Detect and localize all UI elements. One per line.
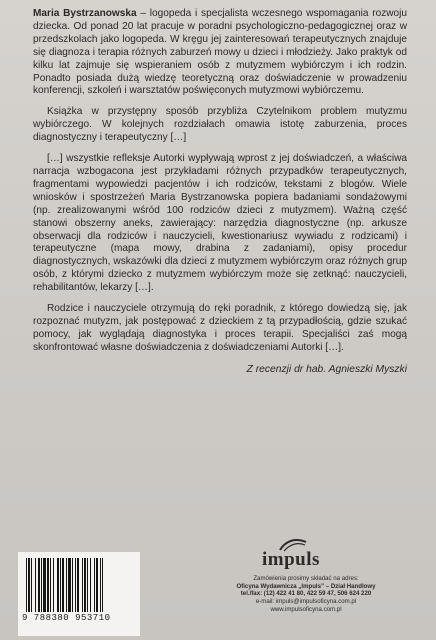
author-bio bbox=[33, 8, 407, 98]
publisher-website: www.impulsoficyna.com.pl bbox=[270, 605, 342, 613]
author-name: Maria Bystrzanowska bbox=[33, 8, 137, 19]
back-cover-text bbox=[33, 8, 407, 377]
publisher-phone: tel./fax: (12) 422 41 80, 422 59 47, 506 624 220 bbox=[240, 590, 372, 598]
author-bio-text: – logopeda i specjalista wczesnego wspomagania rozwoju dziecka. Od ponad 20 lat pracuje w poradni psychologiczno-pedagogicznej oraz w przedszkolach jako logopeda. W kręgu jej zainteresowań terapeutycznych znajduje się diagnoza i terapia różnych zaburzeń mowy u dzieci i młodzieży. Jako praktyk od kilku lat zajmuje się wspieraniem osób z mutyzmem wybiórczym i ich rodzin. Ponadto posiada dużą wiedzę teoretyczną oraz doświadczenie w prowadzeniu konferencji, szkoleń i warsztatów poświęconych mutyzmowi wybiórczemu. bbox=[33, 8, 407, 97]
barcode-digits: 9 788380 953710 bbox=[22, 613, 111, 623]
orders-intro: Zamówienia prosimy składać na adres: bbox=[253, 575, 359, 582]
publisher-logo-text: impuls bbox=[262, 549, 320, 570]
barcode-bars-icon bbox=[24, 558, 134, 614]
isbn-barcode bbox=[18, 552, 140, 636]
review-paragraph-2: […] wszystkie refleksje Autorki wypływają wprost z jej doświadczeń, a właściwa narracja wzbogacona jest przykładami różnych przypadków terapeutycznych, fragmentami wypowiedzi pacjentów i ich rodziców, tekstami z blogów. Wiele wniosków i spostrzeżeń Maria Bystrzanowska popiera badaniami sondażowymi (np. zrealizowanymi wśród 100 rodziców dzieci z mutyzmem). Ważną część stanowi obszerny aneks, zawierający: narzędzia diagnostyczne (np. arkusze obserwacji dla rodziców i nauczycieli, kwestionariusz wywiadu z rodzicami) i terapeutyczne (mapa mowy, drabina z zadaniami), opisy procedur diagnostycznych, wskazówki dla dzieci z mutyzmem wybiórczym oraz różnych grup osób, z którymi dziecko z mutyzmem wybiórczym może się zetknąć: nauczycieli, rehabilitantów, lekarzy […]. bbox=[33, 153, 407, 294]
ordering-info bbox=[216, 575, 396, 614]
publisher-logo bbox=[250, 538, 330, 572]
review-credit: Z recenzji dr hab. Agnieszki Myszki bbox=[246, 363, 407, 375]
review-paragraph-3: Rodzice i nauczyciele otrzymują do ręki poradnik, z którego dowiedzą się, jak rozpoznać mutyzm, jak postępować z dzieckiem z tą przypadłością, gdzie szukać pomocy, jak wyglądają diagnostyka i proces terapii. Specjaliści zaś mogą skonfrontować własne doświadczenia z doświadczeniami Autorki […]. bbox=[33, 303, 407, 353]
review-paragraph-1: Książka w przystępny sposób przybliża Czytelnikom problem mutyzmu wybiórczego. W kolejnych rozdziałach omawia istotę zaburzenia, proces diagnostyczny i terapeutyczny […] bbox=[33, 106, 407, 144]
publisher-name: Oficyna Wydawnicza „Impuls” – Dział Handlowy bbox=[236, 582, 376, 590]
publisher-email: e-mail: impuls@impulsoficyna.com.pl bbox=[255, 598, 357, 606]
